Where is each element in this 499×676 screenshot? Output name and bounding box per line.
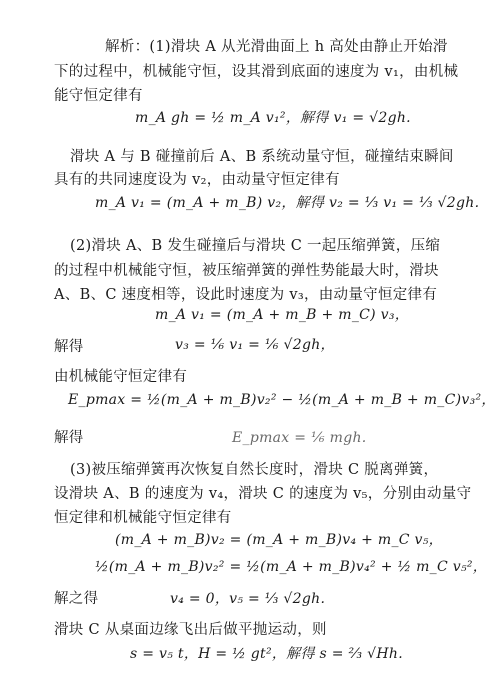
line-17: 设滑块 A、B 的速度为 v₄，滑块 C 的速度为 v₅，分别由动量守 — [54, 486, 472, 502]
equation-momentum-abc: m_A v₁ = (m_A + m_B + m_C) v₃， — [155, 307, 410, 323]
solve-label-3: 解之得 — [54, 591, 99, 607]
line-3: 能守恒定律有 — [54, 88, 143, 104]
line-10: A、B、C 速度相等，设此时速度为 v₃，由动量守恒定律有 — [54, 287, 438, 303]
line-5: 滑块 A 与 B 碰撞前后 A、B 系统动量守恒，碰撞结束瞬间 — [70, 149, 454, 165]
line-2: 下的过程中，机械能守恒，设其滑到底面的速度为 v₁，由机械 — [54, 64, 459, 80]
equation-momentum-release: (m_A + m_B)v₂ = (m_A + m_B)v₄ + m_C v₅， — [115, 532, 443, 548]
equation-projectile: s = v₅ t，H = ½ gt²，解得 s = ⅔ √Hh. — [130, 646, 403, 662]
line-22: 滑块 C 从桌面边缘飞出后做平抛运动，则 — [54, 622, 327, 638]
line-13: 由机械能守恒定律有 — [54, 369, 188, 385]
equation-epmax-result: E_pmax = ⅙ mgh. — [232, 430, 367, 446]
line-9: 的过程中机械能守恒，被压缩弹簧的弹性势能最大时，滑块 — [54, 263, 439, 279]
line-16: (3)被压缩弹簧再次恢复自然长度时，滑块 C 脱离弹簧， — [70, 462, 439, 478]
equation-energy-release: ½(m_A + m_B)v₂² = ½(m_A + m_B)v₄² + ½ m_C v₅²， — [95, 559, 488, 575]
equation-momentum-ab: m_A v₁ = (m_A + m_B) v₂，解得 v₂ = ⅓ v₁ = ⅓ √2gh. — [95, 195, 480, 211]
line-1: 解析：(1)滑块 A 从光滑曲面上 h 高处由静止开始滑 — [105, 39, 448, 55]
line-8: (2)滑块 A、B 发生碰撞后与滑块 C 一起压缩弹簧，压缩 — [70, 238, 441, 254]
solve-label-1: 解得 — [54, 339, 84, 355]
line-18: 恒定律和机械能守恒定律有 — [54, 510, 232, 526]
solve-label-2: 解得 — [54, 430, 84, 446]
line-6: 具有的共同速度设为 v₂，由动量守恒定律有 — [54, 172, 340, 188]
equation-epmax: E_pmax = ½(m_A + m_B)v₂² − ½(m_A + m_B + m_C)v₃²， — [68, 392, 496, 408]
equation-v4-v5: v₄ = 0，v₅ = ⅓ √2gh. — [170, 591, 326, 607]
equation-v3: v₃ = ⅙ v₁ = ⅙ √2gh， — [175, 337, 335, 353]
equation-energy-a: m_A gh = ½ m_A v₁²，解得 v₁ = √2gh. — [135, 110, 411, 126]
